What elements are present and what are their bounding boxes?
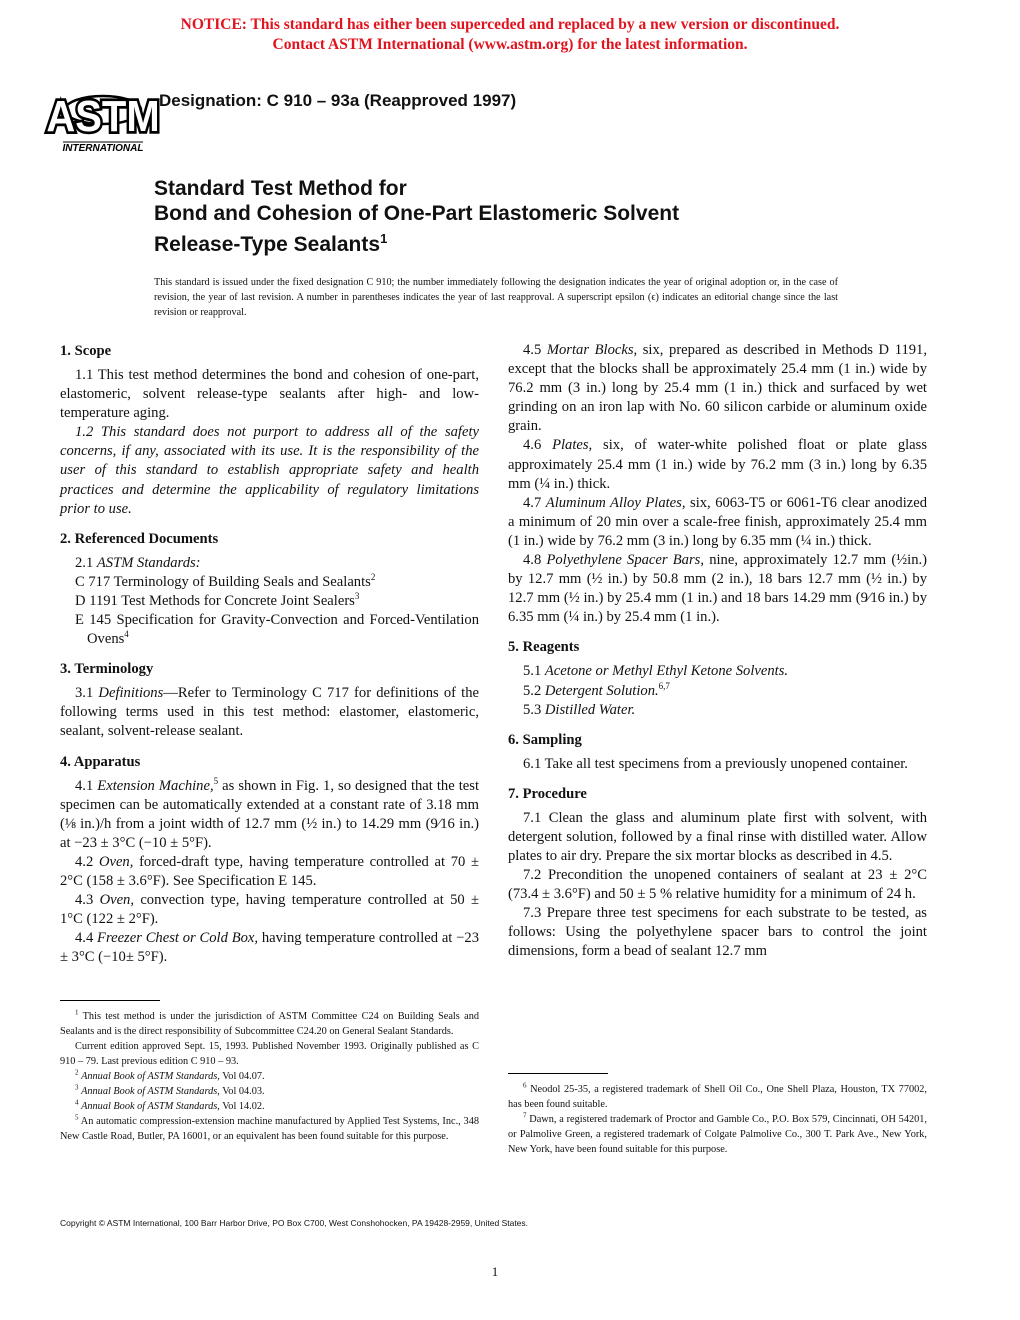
title-line-1: Standard Test Method for [154, 177, 407, 200]
text: , Vol 04.03. [217, 1086, 265, 1097]
paragraph [508, 682, 927, 701]
text: 3.1 [75, 685, 99, 702]
text: Dawn, a registered trademark of Proctor and Gamble Co., P.O. Box 579, Cincinnati, OH 54201, or Palmolive Green, a registered trademark of Colgate Palmolive Co., 300 T. Park Ave., New York, New York, have been found suitable for this purpose. [508, 1114, 927, 1155]
paragraph [508, 904, 927, 961]
italic-text: Oven, [99, 892, 135, 909]
section-heading: 3. Terminology [60, 661, 154, 678]
paragraph [508, 866, 927, 904]
text: 4.2 [75, 853, 99, 870]
astm-logo-icon [46, 76, 160, 154]
copyright: Copyright © ASTM International, 100 Barr Harbor Drive, PO Box C700, West Conshohocken, PA 19428-2959, United States. [60, 1218, 529, 1228]
italic-text: ASTM Standards: [96, 554, 201, 571]
italic-text: Freezer Chest or Cold Box, [97, 930, 259, 947]
text: E 145 Specification for Gravity-Convection and Forced-Ventilation Ovens [75, 612, 479, 648]
section-heading: 5. Reagents [508, 639, 580, 656]
text: 4.1 [75, 777, 98, 794]
text: 7.1 Clean the glass and aluminum plate first with solvent, with detergent solution, followed by a final rinse with distilled water. Allow plates to air dry. Prepare the six mortar blocks as described in 4.5. [508, 809, 927, 864]
reference-item [60, 573, 479, 592]
text: as shown in Fig. 1, so designed that the test specimen can be automatically extended at a constant rate of 3.18 mm (⅛ in.)/h from a joint width of 12.7 mm (½ in.) to 14.29 mm (9⁄16 in.) at −23 ± 3°C (−10 ± 5°F). [60, 777, 480, 851]
paragraph [60, 1009, 479, 1039]
text: —Refer to Terminology C 717 for definitions of the following terms used in this test method: elastomer, elastomeric, sealant, solvent-release sealant. [60, 685, 479, 740]
text: 5.1 [523, 663, 545, 680]
italic-text: Acetone or Methyl Ethyl Ketone Solvents. [544, 663, 789, 680]
paragraph [60, 891, 479, 929]
paragraph [508, 755, 927, 774]
italic-text: Polyethylene Spacer Bars, [546, 552, 704, 569]
title-line-3-text: Release-Type Sealants [154, 233, 381, 256]
text: 1.1 This test method determines the bond and cohesion of one-part, elastomeric, solvent release-type sealants after high- and low-temperature aging. [60, 367, 479, 422]
text: Current edition approved Sept. 15, 1993. Published November 1993. Originally published as C 910 – 79. Last previous edition C 910 – 93. [60, 1041, 479, 1067]
right-footnotes [508, 1073, 927, 1157]
title-line-2: Bond and Cohesion of One-Part Elastomeric Solvent [154, 202, 680, 225]
italic-text: Oven, [98, 853, 134, 870]
section-heading: 2. Referenced Documents [60, 530, 219, 547]
section-heading: 4. Apparatus [60, 753, 141, 770]
footnote-rule [508, 1073, 608, 1074]
paragraph [508, 436, 927, 493]
paragraph [60, 853, 479, 891]
section-heading: 1. Scope [60, 343, 112, 359]
paragraph [60, 366, 479, 423]
document-title [154, 176, 679, 257]
text: six, of water-white polished float or plate glass approximately 25.4 mm (1 in.) wide by 76.2 mm (3 in.) long by 6.35 mm (¼ in.) thick. [508, 437, 928, 492]
text: forced-draft type, having temperature controlled at 70 ± 2°C (158 ± 3.6°F). See Specification E 145. [60, 853, 480, 889]
text: 7.2 Precondition the unopened containers of sealant at 23 ± 2°C (73.4 ± 3.6°F) and 50 ± 5 % relative humidity for a minimum of 24 h. [508, 867, 927, 903]
text: 7.3 Prepare three test specimens for each substrate to be tested, as follows: Using the polyethylene spacer bars to control the joint dimensions, form a bead of sealant 12.7 mm [508, 905, 927, 960]
footnote-rule [60, 1000, 160, 1001]
intro-note: This standard is issued under the fixed designation C 910; the number immediately following the designation indicates the year of original adoption or, in the case of revision, the year of last revision. A number in parentheses indicates the year of last reapproval. A superscript epsilon (ϵ) indicates an editorial change since the last revision or reapproval. [154, 277, 838, 318]
text: C 717 Terminology of Building Seals and Sealants [75, 573, 371, 590]
paragraph [60, 1099, 479, 1114]
footnote-mark: 2 [75, 1068, 79, 1077]
text: 5.3 [523, 701, 545, 718]
page-number: 1 [491, 1264, 499, 1279]
footnote-mark: 6,7 [658, 680, 670, 691]
paragraph [508, 551, 927, 627]
italic-text: Aluminum Alloy Plates, [545, 494, 686, 511]
text: 6.1 Take all test specimens from a previously unopened container. [523, 755, 908, 772]
reference-item [60, 611, 479, 649]
text: 4.5 [523, 342, 547, 358]
paragraph [60, 554, 479, 573]
paragraph [508, 341, 927, 436]
section-heading: 7. Procedure [508, 785, 587, 802]
italic-text: Plates, [552, 437, 593, 454]
left-footnote-list [60, 1009, 479, 1144]
italic-text: Definitions [98, 685, 164, 702]
title-footnote-mark: 1 [380, 231, 388, 246]
right-column [508, 341, 927, 962]
paragraph [60, 1069, 479, 1084]
footnote-mark: 7 [523, 1111, 527, 1120]
text: convection type, having temperature controlled at 50 ± 1°C (122 ± 2°F). [60, 892, 479, 928]
paragraph [508, 494, 927, 551]
notice-line-1: NOTICE: This standard has either been superceded and replaced by a new version or discontinued. [180, 16, 840, 33]
footnote-mark: 1 [75, 1008, 79, 1017]
paragraph [508, 662, 927, 681]
paragraph [508, 809, 927, 866]
footnote-mark: 3 [354, 591, 360, 602]
paragraph [60, 929, 479, 967]
paragraph [60, 684, 479, 741]
paragraph [60, 1114, 479, 1144]
footnote-mark: 5 [75, 1113, 79, 1122]
supersede-notice [0, 15, 1020, 55]
text: nine, approximately 12.7 mm (½in.) by 12.7 mm (½ in.) by 50.8 mm (2 in.), 18 bars 12.7 mm (½ in.) by 12.7 mm (½ in.) by 25.4 mm (1 in.) and 18 bars 14.29 mm (9⁄16 in.) by 6.35 mm (¼ in.) by 25.4 mm (1 in.). [508, 552, 928, 626]
italic-text: Annual Book of ASTM Standards [81, 1071, 218, 1082]
left-footnotes [60, 1000, 479, 1144]
text: 4.6 [523, 437, 553, 454]
text: D 1191 Test Methods for Concrete Joint Sealers [75, 592, 355, 609]
text: This test method is under the jurisdiction of ASTM Committee C24 on Building Seals and Sealants and is the direct responsibility of Subcommittee C24.20 on General Sealant Standards. [60, 1011, 479, 1037]
text: Neodol 25-35, a registered trademark of Shell Oil Co., One Shell Plaza, Houston, TX 77002, has been found suitable. [508, 1084, 927, 1110]
italic-text: Detergent Solution. [544, 682, 659, 699]
paragraph [508, 1082, 927, 1112]
footnote-mark: 4 [75, 1098, 79, 1107]
footnote-mark: 6 [523, 1081, 527, 1090]
title-line-3 [154, 226, 679, 257]
footnote-mark: 5 [213, 775, 219, 786]
italic-text: Distilled Water. [544, 701, 636, 718]
italic-text: Annual Book of ASTM Standards [81, 1086, 218, 1097]
italic-text: Mortar Blocks, [546, 342, 638, 358]
designation: Designation: C 910 – 93a (Reapproved 1997) [159, 91, 517, 110]
paragraph [60, 1084, 479, 1099]
text: 2.1 [75, 554, 97, 571]
italic-text: Annual Book of ASTM Standards [81, 1101, 218, 1112]
footnote-mark: 4 [124, 629, 129, 640]
text: six, 6063-T5 or 6061-T6 clear anodized a minimum of 20 min over a scale-free finish, approximately 25.4 mm (1 in.) wide by 76.2 mm (3 in.) long by 6.35 mm (¼ in.) thick. [508, 494, 928, 549]
paragraph [60, 423, 479, 518]
reference-item [60, 592, 479, 611]
italic-text: Extension Machine, [97, 777, 214, 794]
text: 4.3 [75, 892, 100, 909]
notice-line-2: Contact ASTM International (www.astm.org) for the latest information. [272, 36, 748, 53]
left-column [60, 341, 479, 967]
text: having temperature controlled at −23 ± 3°C (−10± 5°F). [60, 930, 479, 966]
paragraph [508, 701, 927, 720]
paragraph [60, 777, 479, 853]
text: six, prepared as described in Methods D 1191, except that the blocks shall be approximately 25.4 mm (1 in.) wide by 76.2 mm (3 in.) long by 25.4 mm (1 in.) thick and surfaced by wet grinding on an iron lap with No. 60 silicon carbide or aluminum oxide grain. [508, 342, 927, 435]
footnote-mark: 2 [370, 571, 376, 582]
right-footnote-list [508, 1082, 927, 1157]
paragraph [508, 1112, 927, 1157]
text: 4.8 [523, 552, 547, 569]
text: 4.7 [523, 494, 546, 511]
svg-text:INTERNATIONAL: INTERNATIONAL [62, 143, 144, 154]
text: , Vol 14.02. [217, 1101, 265, 1112]
text: An automatic compression-extension machine manufactured by Applied Test Systems, Inc., 348 New Castle Road, Butler, PA 16001, or an equivalent has been found suitable for this purpose. [60, 1116, 479, 1142]
paragraph [60, 1039, 479, 1069]
italic-text: 1.2 This standard does not purport to address all of the safety concerns, if any, associated with its use. It is the responsibility of the user of this standard to establish appropriate safety and health practices and determine the applicability of regulatory limitations prior to use. [60, 424, 479, 517]
svg-text:ASTM: ASTM [46, 91, 160, 141]
section-heading: 6. Sampling [508, 731, 582, 748]
footnote-mark: 3 [75, 1083, 79, 1092]
text: , Vol 04.07. [217, 1071, 265, 1082]
text: 5.2 [523, 682, 545, 699]
text: 4.4 [75, 930, 98, 947]
